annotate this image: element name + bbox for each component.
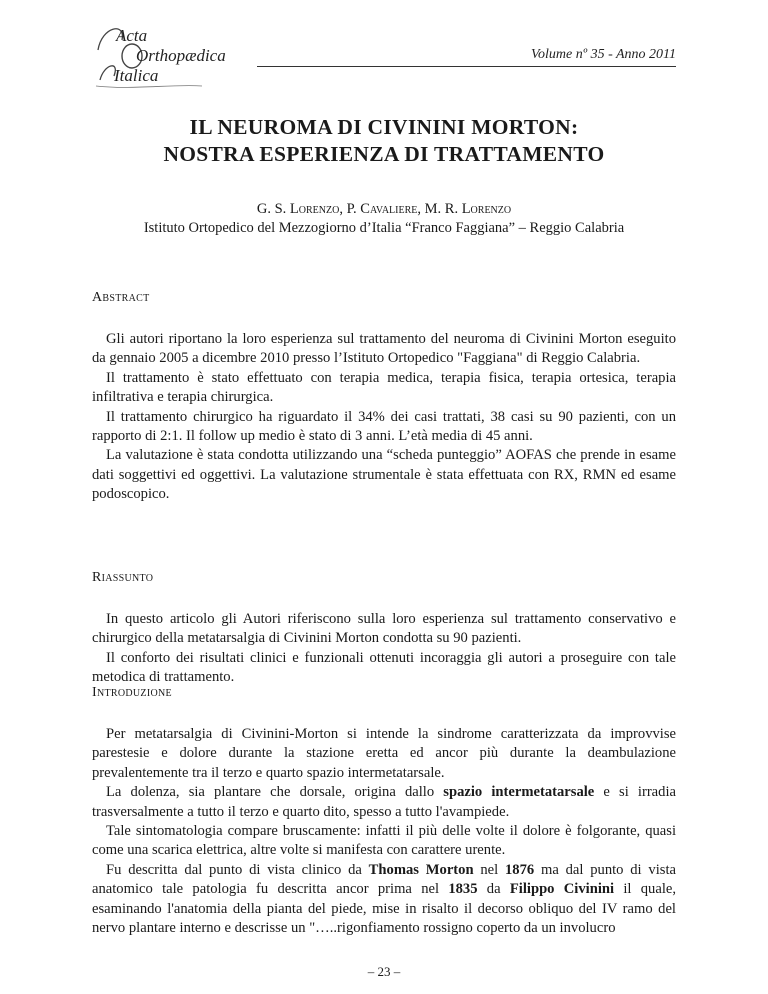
- logo-text-italica: Italica: [114, 66, 159, 85]
- introduzione-section: [92, 683, 676, 938]
- logo-text-orthopaedica: Orthopædica: [136, 46, 226, 65]
- intro-paragraph-3: Tale sintomatologia compare bruscamente: infatti il più delle volte il dolore è folgorante, quasi come una scarica elettrica, altre volte si manifesta con carattere urente.: [92, 823, 676, 859]
- journal-logo: [92, 20, 262, 90]
- riassunto-heading: Riassunto: [92, 570, 154, 585]
- intro-paragraph-1: Per metatarsalgia di Civinini-Morton si intende la sindrome caratterizzata da improvvise parestesie e dolore durante la stazione eretta ed ancor più durante la deambulazione prevalentemente tra il terzo e quarto spazio intermetatarsale.: [92, 726, 676, 781]
- volume-label: Volume nº 35 - Anno 2011: [531, 47, 676, 62]
- abstract-paragraph: Il trattamento è stato effettuato con terapia medica, terapia fisica, terapia ortesica, terapia infiltrativa e terapia chirurgica.: [92, 369, 676, 406]
- page-header: [92, 20, 676, 90]
- bold-term: 1876: [505, 861, 535, 878]
- article-title: [92, 114, 676, 168]
- title-line-1: IL NEUROMA DI CIVININI MORTON:: [189, 115, 579, 139]
- title-line-2: NOSTRA ESPERIENZA DI TRATTAMENTO: [163, 142, 605, 166]
- intro-paragraph-2: La dolenza, sia plantare che dorsale, origina dallo spazio intermetatarsale e si irradia trasversalmente a tutto il terzo e quarto dito, spesso a tutto l'avampiede.: [92, 784, 676, 820]
- page-number: – 23 –: [367, 964, 401, 979]
- riassunto-section: [92, 568, 676, 688]
- abstract-section: [92, 288, 676, 505]
- bold-term: spazio intermetatarsale: [443, 784, 595, 801]
- logo-text-acta: Acta: [116, 26, 148, 45]
- abstract-paragraph: Gli autori riportano la loro esperienza sul trattamento del neuroma di Civinini Morton eseguito da gennaio 2005 a dicembre 2010 presso l’Istituto Ortopedico "Faggiana" di Reggio Calabria.: [92, 331, 676, 367]
- intro-paragraph-4: Fu descritta dal punto di vista clinico da Thomas Morton nel 1876 ma dal punto di vista anatomico tale patologia fu descritta ancor prima nel 1835 da Filippo Civinini il quale, esaminando l'anatomia della pianta del piede, mise in risalto il decorso obliquo del IV ramo del nervo plantare interno e descrisse un "…..rigonfiamento rossigno coperto da un involucro: [92, 861, 676, 937]
- header-rule: [257, 66, 676, 67]
- author-names: G. S. Lorenzo, P. Cavaliere, M. R. Lorenzo: [256, 201, 512, 217]
- abstract-paragraph: Il trattamento chirurgico ha riguardato il 34% dei casi trattati, 38 casi su 90 pazienti, con un rapporto di 2:1. Il follow up medio è stato di 3 anni. L’età media di 45 anni.: [92, 408, 676, 445]
- bold-term: 1835: [448, 881, 478, 898]
- author-affiliation: Istituto Ortopedico del Mezzogiorno d’Italia “Franco Faggiana” – Reggio Calabria: [143, 220, 625, 236]
- abstract-paragraph: La valutazione è stata condotta utilizzando una “scheda punteggio” AOFAS che prende in esame dati soggettivi ed oggettivi. La valutazione strumentale è stata effettuata con RX, RMN ed esame podoscopico.: [92, 447, 676, 503]
- riassunto-paragraph: In questo articolo gli Autori riferiscono sulla loro esperienza sul trattamento conservativo e chirurgico della metatarsalgia di Civinini Morton condotta su 90 pazienti.: [92, 611, 676, 647]
- bold-term: Thomas Morton: [368, 861, 474, 878]
- introduzione-heading: Introduzione: [92, 685, 172, 700]
- abstract-heading: Abstract: [92, 290, 150, 305]
- bold-term: Filippo Civinini: [509, 881, 615, 898]
- author-block: [92, 200, 676, 238]
- riassunto-paragraph: Il conforto dei risultati clinici e funzionali ottenuti incoraggia gli autori a proseguire con tale metodica di trattamento.: [92, 649, 676, 686]
